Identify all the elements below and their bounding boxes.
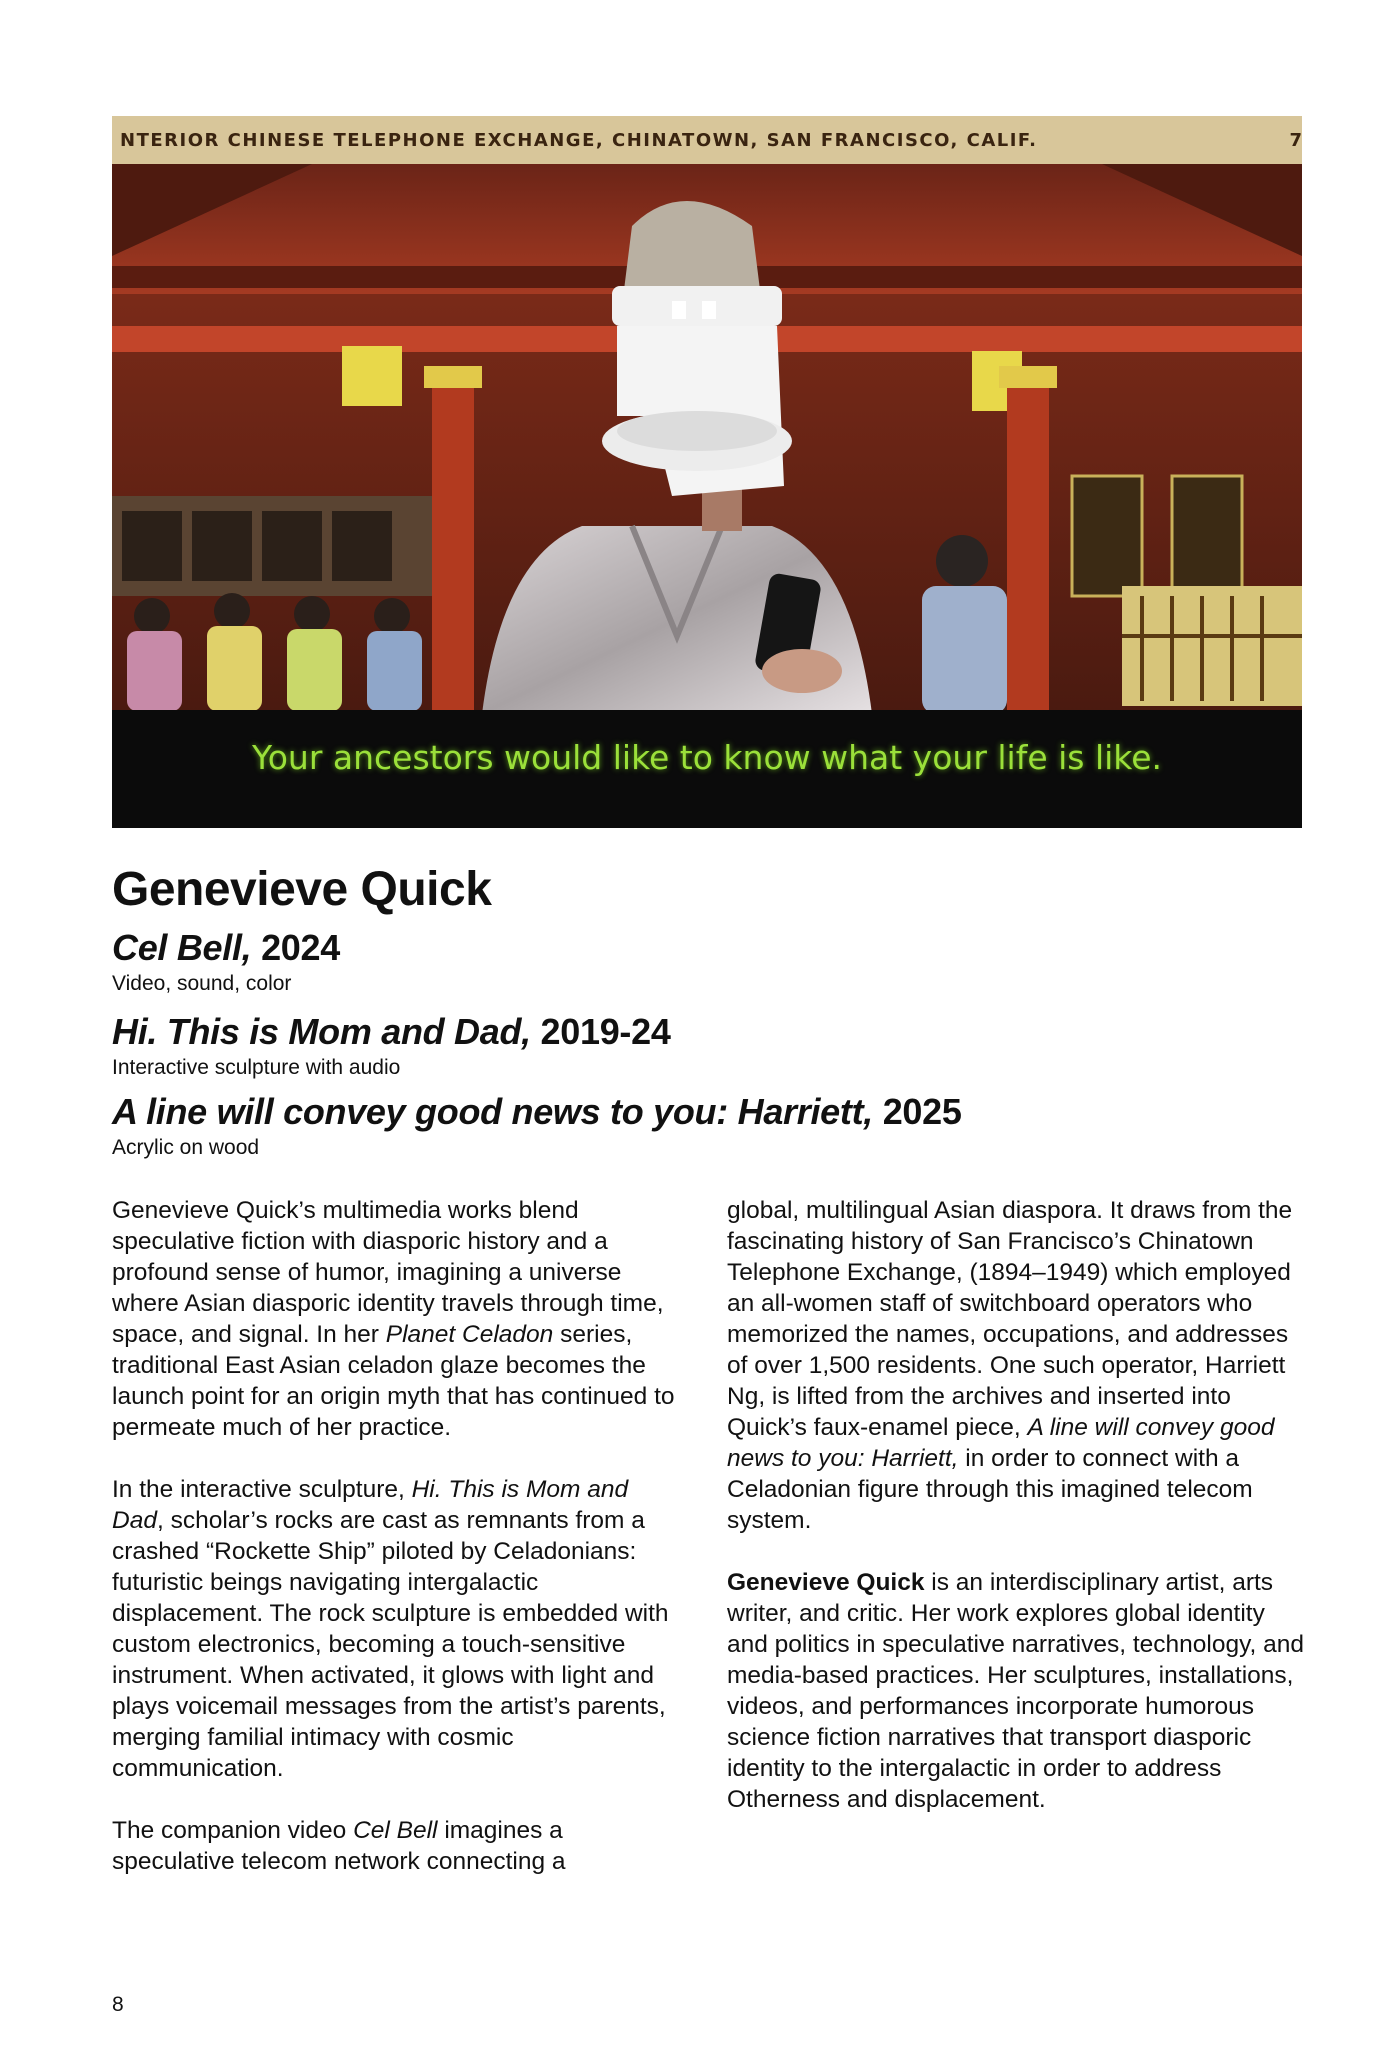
body-column-right bbox=[727, 1195, 1307, 1846]
heading-block bbox=[112, 862, 1302, 1162]
body-paragraph-1: Genevieve Quick’s multimedia works blend speculative fiction with diasporic history and a profound sense of humor, imagining a universe where Asian diasporic identity travels through time, space, and signal. In her Planet Celadon series, traditional East Asian celadon glaze becomes the launch point for an origin myth that has continued to permeate much of her practice. bbox=[112, 1197, 675, 1441]
body-column-left bbox=[112, 1195, 682, 1877]
work-title-2 bbox=[112, 1010, 1302, 1054]
work-reference: A line will convey good news to you: Harriett, bbox=[727, 1414, 1275, 1472]
work-year: 2019-24 bbox=[540, 1011, 671, 1052]
series-title: Planet Celadon bbox=[385, 1321, 554, 1348]
bio-artist-name: Genevieve Quick bbox=[727, 1569, 925, 1596]
work-title-3 bbox=[112, 1090, 1302, 1134]
work-title-text: Hi. This is Mom and Dad, bbox=[112, 1011, 531, 1052]
body-paragraph-3-continued: global, multilingual Asian diaspora. It draws from the fascinating history of San Francisco’s Chinatown Telephone Exchange, (1894–1949) which employed an all-women staff of switchboard operators who memorized the names, occupations, and addresses of over 1,500 residents. One such operator, Harriett Ng, is lifted from the archives and inserted into Quick’s faux-enamel piece, A line will convey good news to you: Harriett, in order to connect with a Celadonian figure through this imagined telecom system. bbox=[727, 1197, 1293, 1534]
work-medium-2: Interactive sculpture with audio bbox=[112, 1056, 401, 1079]
work-title-text: A line will convey good news to you: Harriett, bbox=[112, 1091, 873, 1132]
work-year: 2025 bbox=[882, 1091, 962, 1132]
p3-continued: imagines a speculative telecom network connecting a bbox=[112, 1817, 566, 1875]
video-still-image bbox=[112, 116, 1302, 828]
postcard-number: 7 bbox=[1289, 130, 1302, 151]
body-paragraph-2: In the interactive sculpture, Hi. This is Mom and Dad, scholar’s rocks are cast as remnants from a crashed “Rockette Ship” piloted by Celadonians: futuristic beings navigating intergalactic displacement. The rock sculpture is embedded with custom electronics, becoming a touch-sensitive instrument. When activated, it glows with light and plays voicemail messages from the artist’s parents, merging familial intimacy with cosmic communication. bbox=[112, 1476, 669, 1782]
p3-tail: global, multilingual Asian diaspora. It draws from the fascinating history of San Francisco’s Chinatown Telephone Exchange, (1894–1949) which employed an all-women staff of switchboard operators who memorized the names, occupations, and addresses of over 1,500 residents. One such operator, Harriett Ng, is lifted from the archives and inserted into Quick’s faux-enamel piece, bbox=[727, 1197, 1293, 1441]
work-reference: Hi. This is Mom and Dad bbox=[112, 1476, 629, 1534]
artist-bio: Genevieve Quick is an interdisciplinary artist, arts writer, and critic. Her work explores global identity and politics in speculative narratives, technology, and media-based practices. Her sculptures, installations, videos, and performances incorporate humorous science fiction narratives that transport diasporic identity to the intergalactic in order to address Otherness and displacement. bbox=[727, 1569, 1304, 1813]
artist-name: Genevieve Quick bbox=[112, 863, 492, 916]
page-number: 8 bbox=[112, 1993, 124, 2016]
work-reference: Cel Bell bbox=[353, 1817, 438, 1844]
work-medium-1: Video, sound, color bbox=[112, 972, 292, 995]
postcard-caption: NTERIOR CHINESE TELEPHONE EXCHANGE, CHINATOWN, SAN FRANCISCO, CALIF. bbox=[120, 130, 1038, 151]
work-title-1 bbox=[112, 926, 1302, 970]
work-title-text: Cel Bell, bbox=[112, 927, 252, 968]
body-paragraph-3: The companion video Cel Bell imagines a speculative telecom network connecting a bbox=[112, 1817, 566, 1875]
work-medium-3: Acrylic on wood bbox=[112, 1136, 260, 1159]
work-year: 2024 bbox=[261, 927, 340, 968]
video-subtitle: Your ancestors would like to know what your life is like. bbox=[251, 738, 1163, 777]
